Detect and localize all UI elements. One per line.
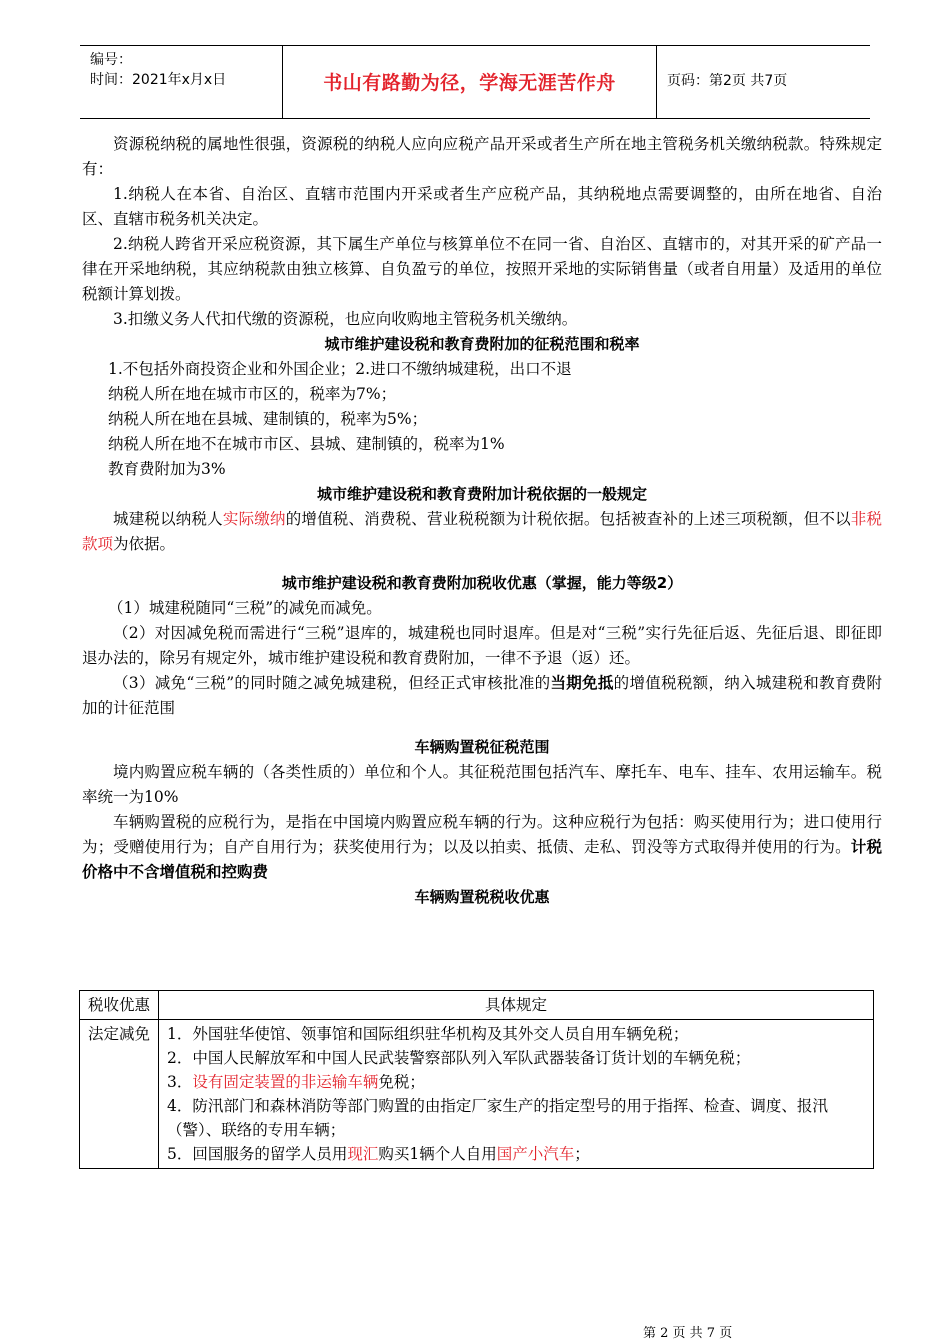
- paragraph: 境内购置应税车辆的（各类性质的）单位和个人。其征税范围包括汽车、摩托车、电车、挂车、农用运输车。税率统一为10%: [82, 763, 882, 806]
- table-row: [80, 1020, 874, 1169]
- header-motto-cell: [283, 46, 657, 118]
- spacer: [82, 557, 882, 571]
- paragraph: [82, 671, 882, 721]
- table-row-label: 法定减免: [80, 1020, 159, 1169]
- page-header: [80, 45, 870, 119]
- text-run: 购买1辆个人自用: [378, 1145, 497, 1163]
- text-run: 的增值税、消费税、营业税税额为计税依据。包括被查补的上述三项税额，但不以: [285, 510, 851, 528]
- document-number-label: 编号：: [90, 52, 132, 68]
- paragraph: 教育费附加为3%: [108, 460, 226, 478]
- text-run: 免税；: [378, 1073, 425, 1091]
- highlight-text: 国产小汽车: [496, 1145, 575, 1163]
- highlight-text: 实际缴纳: [222, 510, 286, 528]
- table-header-cell: 税收优惠: [80, 991, 159, 1020]
- paragraph: [82, 810, 882, 885]
- highlight-text: 设有固定装置的非运输车辆: [192, 1073, 379, 1091]
- section-heading: 车辆购置税征税范围: [414, 738, 550, 756]
- text-run: 城建税以纳税人: [113, 510, 223, 528]
- text-run: 3．: [167, 1073, 193, 1091]
- text-run: 的增值税税额，纳入城建税和教育费附加的计征范围: [82, 674, 882, 717]
- header-page-cell: [657, 46, 870, 118]
- highlight-text: 现汇: [347, 1145, 379, 1163]
- vehicle-tax-preference-table: [79, 990, 874, 1169]
- table-header-cell: 具体规定: [159, 991, 874, 1020]
- paragraph: 1.纳税人在本省、自治区、直辖市范围内开采或者生产应税产品，其纳税地点需要调整的，由所在地省、自治区、直辖市税务机关决定。: [82, 185, 882, 228]
- bold-text: 当期免抵: [550, 674, 614, 692]
- list-item: 1．外国驻华使馆、领事馆和国际组织驻华机构及其外交人员自用车辆免税；: [167, 1025, 689, 1043]
- paragraph: 2.纳税人跨省开采应税资源，其下属生产单位与核算单位不在同一省、自治区、直辖市的，对其开采的矿产品一律在开采地纳税，其应纳税款由独立核算、自负盈亏的单位，按照开采地的实际销售量（或者自用量）及适用的单位税额计算划拨。: [82, 235, 882, 303]
- paragraph: 纳税人所在地在县城、建制镇的，税率为5%；: [108, 410, 428, 428]
- text-run: （3）减免“三税”的同时随之减免城建税，但经正式审核批准的: [113, 674, 551, 692]
- paragraph: （2）对因减免税而需进行“三税”退库的，城建税也同时退库。但是对“三税”实行先征后返、先征后退、即征即退办法的，除另有规定外，城市维护建设税和教育费附加，一律不予退（返）还。: [82, 624, 882, 667]
- document-body: [82, 132, 882, 910]
- list-item: 2．中国人民解放军和中国人民武装警察部队列入军队武器装备订货计划的车辆免税；: [167, 1049, 751, 1067]
- table-cell: [159, 1020, 874, 1169]
- paragraph: 纳税人所在地在城市市区的，税率为7%；: [108, 385, 397, 403]
- highlight-text: 非税款项: [82, 510, 882, 553]
- section-heading: 城市维护建设税和教育费附加计税依据的一般规定: [316, 485, 647, 503]
- list-item: [167, 1142, 865, 1166]
- list-item: [167, 1070, 865, 1094]
- header-page-info: 页码：第2页 共7页: [667, 73, 788, 89]
- section-heading: 城市维护建设税和教育费附加税收优惠（掌握，能力等级2）: [281, 574, 683, 592]
- spacer: [82, 721, 882, 735]
- header-meta-cell: [80, 46, 283, 118]
- section-heading: 城市维护建设税和教育费附加的征税范围和税率: [324, 335, 640, 353]
- page-footer: 第 2 页 共 7 页: [643, 1326, 733, 1341]
- text-run: ；: [574, 1145, 590, 1163]
- text-run: 为依据。: [113, 535, 176, 553]
- paragraph: 资源税纳税的属地性很强，资源税的纳税人应向应税产品开采或者生产所在地主管税务机关缴纳税款。特殊规定有：: [82, 135, 882, 178]
- document-date-label: 时间：2021年x月x日: [90, 72, 227, 88]
- motto-text: 书山有路勤为径，学海无涯苦作舟: [323, 72, 616, 94]
- bold-text: 计税价格中不含增值税和控购费: [82, 838, 882, 881]
- paragraph: （1）城建税随同“三税”的减免而减免。: [108, 599, 382, 617]
- text-run: 车辆购置税的应税行为，是指在中国境内购置应税车辆的行为。这种应税行为包括：购买使用行为；进口使用行为；受赠使用行为；自产自用行为；获奖使用行为；以及以拍卖、抵债、走私、罚没等方式取得并使用的行为。: [82, 813, 882, 856]
- paragraph: [82, 507, 882, 557]
- paragraph: 1.不包括外商投资企业和外国企业；2.进口不缴纳城建税，出口不退: [108, 360, 572, 378]
- table-header-row: [80, 991, 874, 1020]
- text-run: 5．回国服务的留学人员用: [167, 1145, 348, 1163]
- section-heading: 车辆购置税税收优惠: [414, 888, 550, 906]
- paragraph: 纳税人所在地不在城市市区、县城、建制镇的，税率为1%: [108, 435, 505, 453]
- paragraph: 3.扣缴义务人代扣代缴的资源税，也应向收购地主管税务机关缴纳。: [113, 310, 578, 328]
- list-item: 4．防汛部门和森林消防等部门购置的由指定厂家生产的指定型号的用于指挥、检查、调度、报汛（警）、联络的专用车辆；: [167, 1097, 828, 1139]
